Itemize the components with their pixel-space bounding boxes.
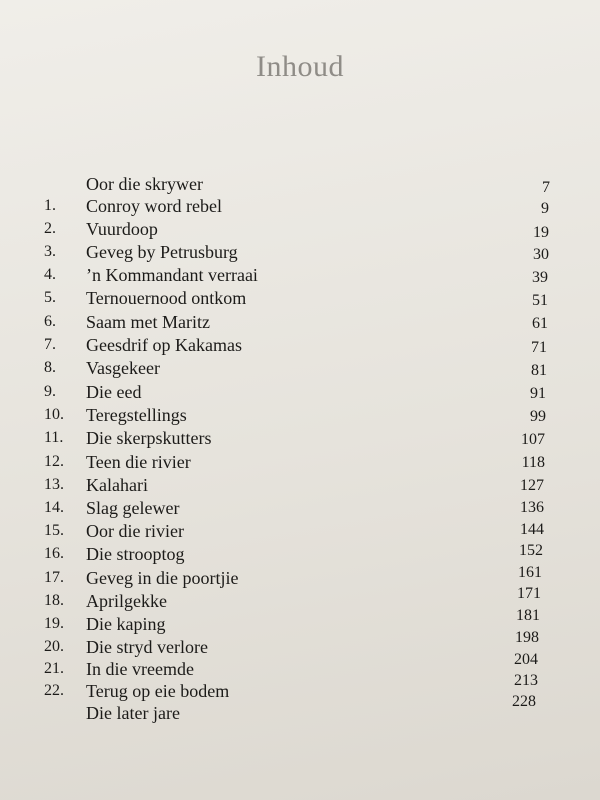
chapter-number: 13. [44,476,64,493]
page-number: 71 [531,339,547,356]
chapter-title: Teregstellings [86,405,187,425]
chapter-title: Kalahari [86,475,148,495]
page-number: 81 [531,362,547,379]
chapter-title: Teen die rivier [86,452,191,472]
toc-entry [0,310,600,334]
chapter-title: Vuurdoop [86,219,158,239]
chapter-title: Die stryd verlore [86,637,208,657]
page-number: 161 [518,564,542,581]
chapter-title: Die kaping [86,614,166,634]
toc-entry [0,172,600,196]
toc-entry [0,473,600,497]
page-number: 30 [533,246,549,263]
chapter-number: 4. [44,266,56,283]
chapter-number: 20. [44,638,64,655]
chapter-title: Geveg by Petrusburg [86,242,238,262]
chapter-title: Geesdrif op Kakamas [86,335,242,355]
toc-entry [0,333,600,357]
toc-entry [0,496,600,520]
toc-entry [0,263,600,287]
chapter-number: 15. [44,522,64,539]
chapter-number: 8. [44,359,56,376]
chapter-title: Saam met Maritz [86,312,210,332]
chapter-title: Slag gelewer [86,498,180,518]
chapter-number: 7. [44,336,56,353]
page-number: 127 [520,477,544,494]
page-number: 99 [530,408,546,425]
chapter-number: 10. [44,406,64,423]
toc-entry [0,693,600,725]
page-number: 107 [521,431,545,448]
chapter-title: Oor die rivier [86,521,184,541]
chapter-number: 19. [44,615,64,632]
page-number: 19 [533,224,549,241]
page-number: 136 [520,499,544,516]
chapter-title: Geveg in die poortjie [86,568,239,588]
chapter-number: 12. [44,453,64,470]
page-number: 213 [514,672,538,689]
chapter-number: 17. [44,569,64,586]
chapter-title: Conroy word rebel [86,196,222,216]
page-number: 51 [532,292,548,309]
page-number: 144 [520,521,544,538]
page-number: 181 [516,607,540,624]
chapter-number: 1. [44,197,56,214]
chapter-title: ’n Kommandant verraai [86,265,258,285]
chapter-number: 22. [44,682,64,699]
chapter-title: Die later jare [86,703,180,723]
chapter-number: 6. [44,313,56,330]
chapter-number: 5. [44,289,56,306]
page-number: 7 [542,179,550,196]
chapter-title: Aprilgekke [86,591,167,611]
chapter-title: Vasgekeer [86,358,160,378]
toc-entry [0,450,600,474]
chapter-number: 18. [44,592,64,609]
chapter-number: 14. [44,499,64,516]
toc-entry [0,286,600,310]
page-number: 171 [517,585,541,602]
chapter-number: 9. [44,383,56,400]
toc-entry [0,403,600,427]
page-title: Inhoud [256,50,344,84]
chapter-title: In die vreemde [86,659,194,679]
chapter-number: 16. [44,545,64,562]
toc-entry [0,217,600,241]
chapter-number: 3. [44,243,56,260]
chapter-title: Ternouernood ontkom [86,288,247,308]
page-number: 9 [541,200,549,217]
page-number: 204 [514,651,538,668]
toc-entry [0,240,600,264]
toc-entry [0,194,600,218]
chapter-number: 2. [44,220,56,237]
chapter-number: 11. [44,429,64,446]
page-number: 39 [532,269,548,286]
chapter-title: Die eed [86,382,142,402]
chapter-title: Terug op eie bodem [86,681,230,701]
chapter-number: 21. [44,660,64,677]
page-number: 228 [512,693,536,710]
page-number: 152 [519,542,543,559]
chapter-title: Oor die skrywer [86,174,203,194]
toc-entry [0,356,600,380]
page-number: 61 [532,315,548,332]
page-number: 91 [530,385,546,402]
toc-entry [0,426,600,450]
page-number: 118 [521,454,545,471]
toc-entry [0,380,600,404]
page-number: 198 [515,629,539,646]
chapter-title: Die strooptog [86,544,185,564]
chapter-title: Die skerpskutters [86,428,212,448]
